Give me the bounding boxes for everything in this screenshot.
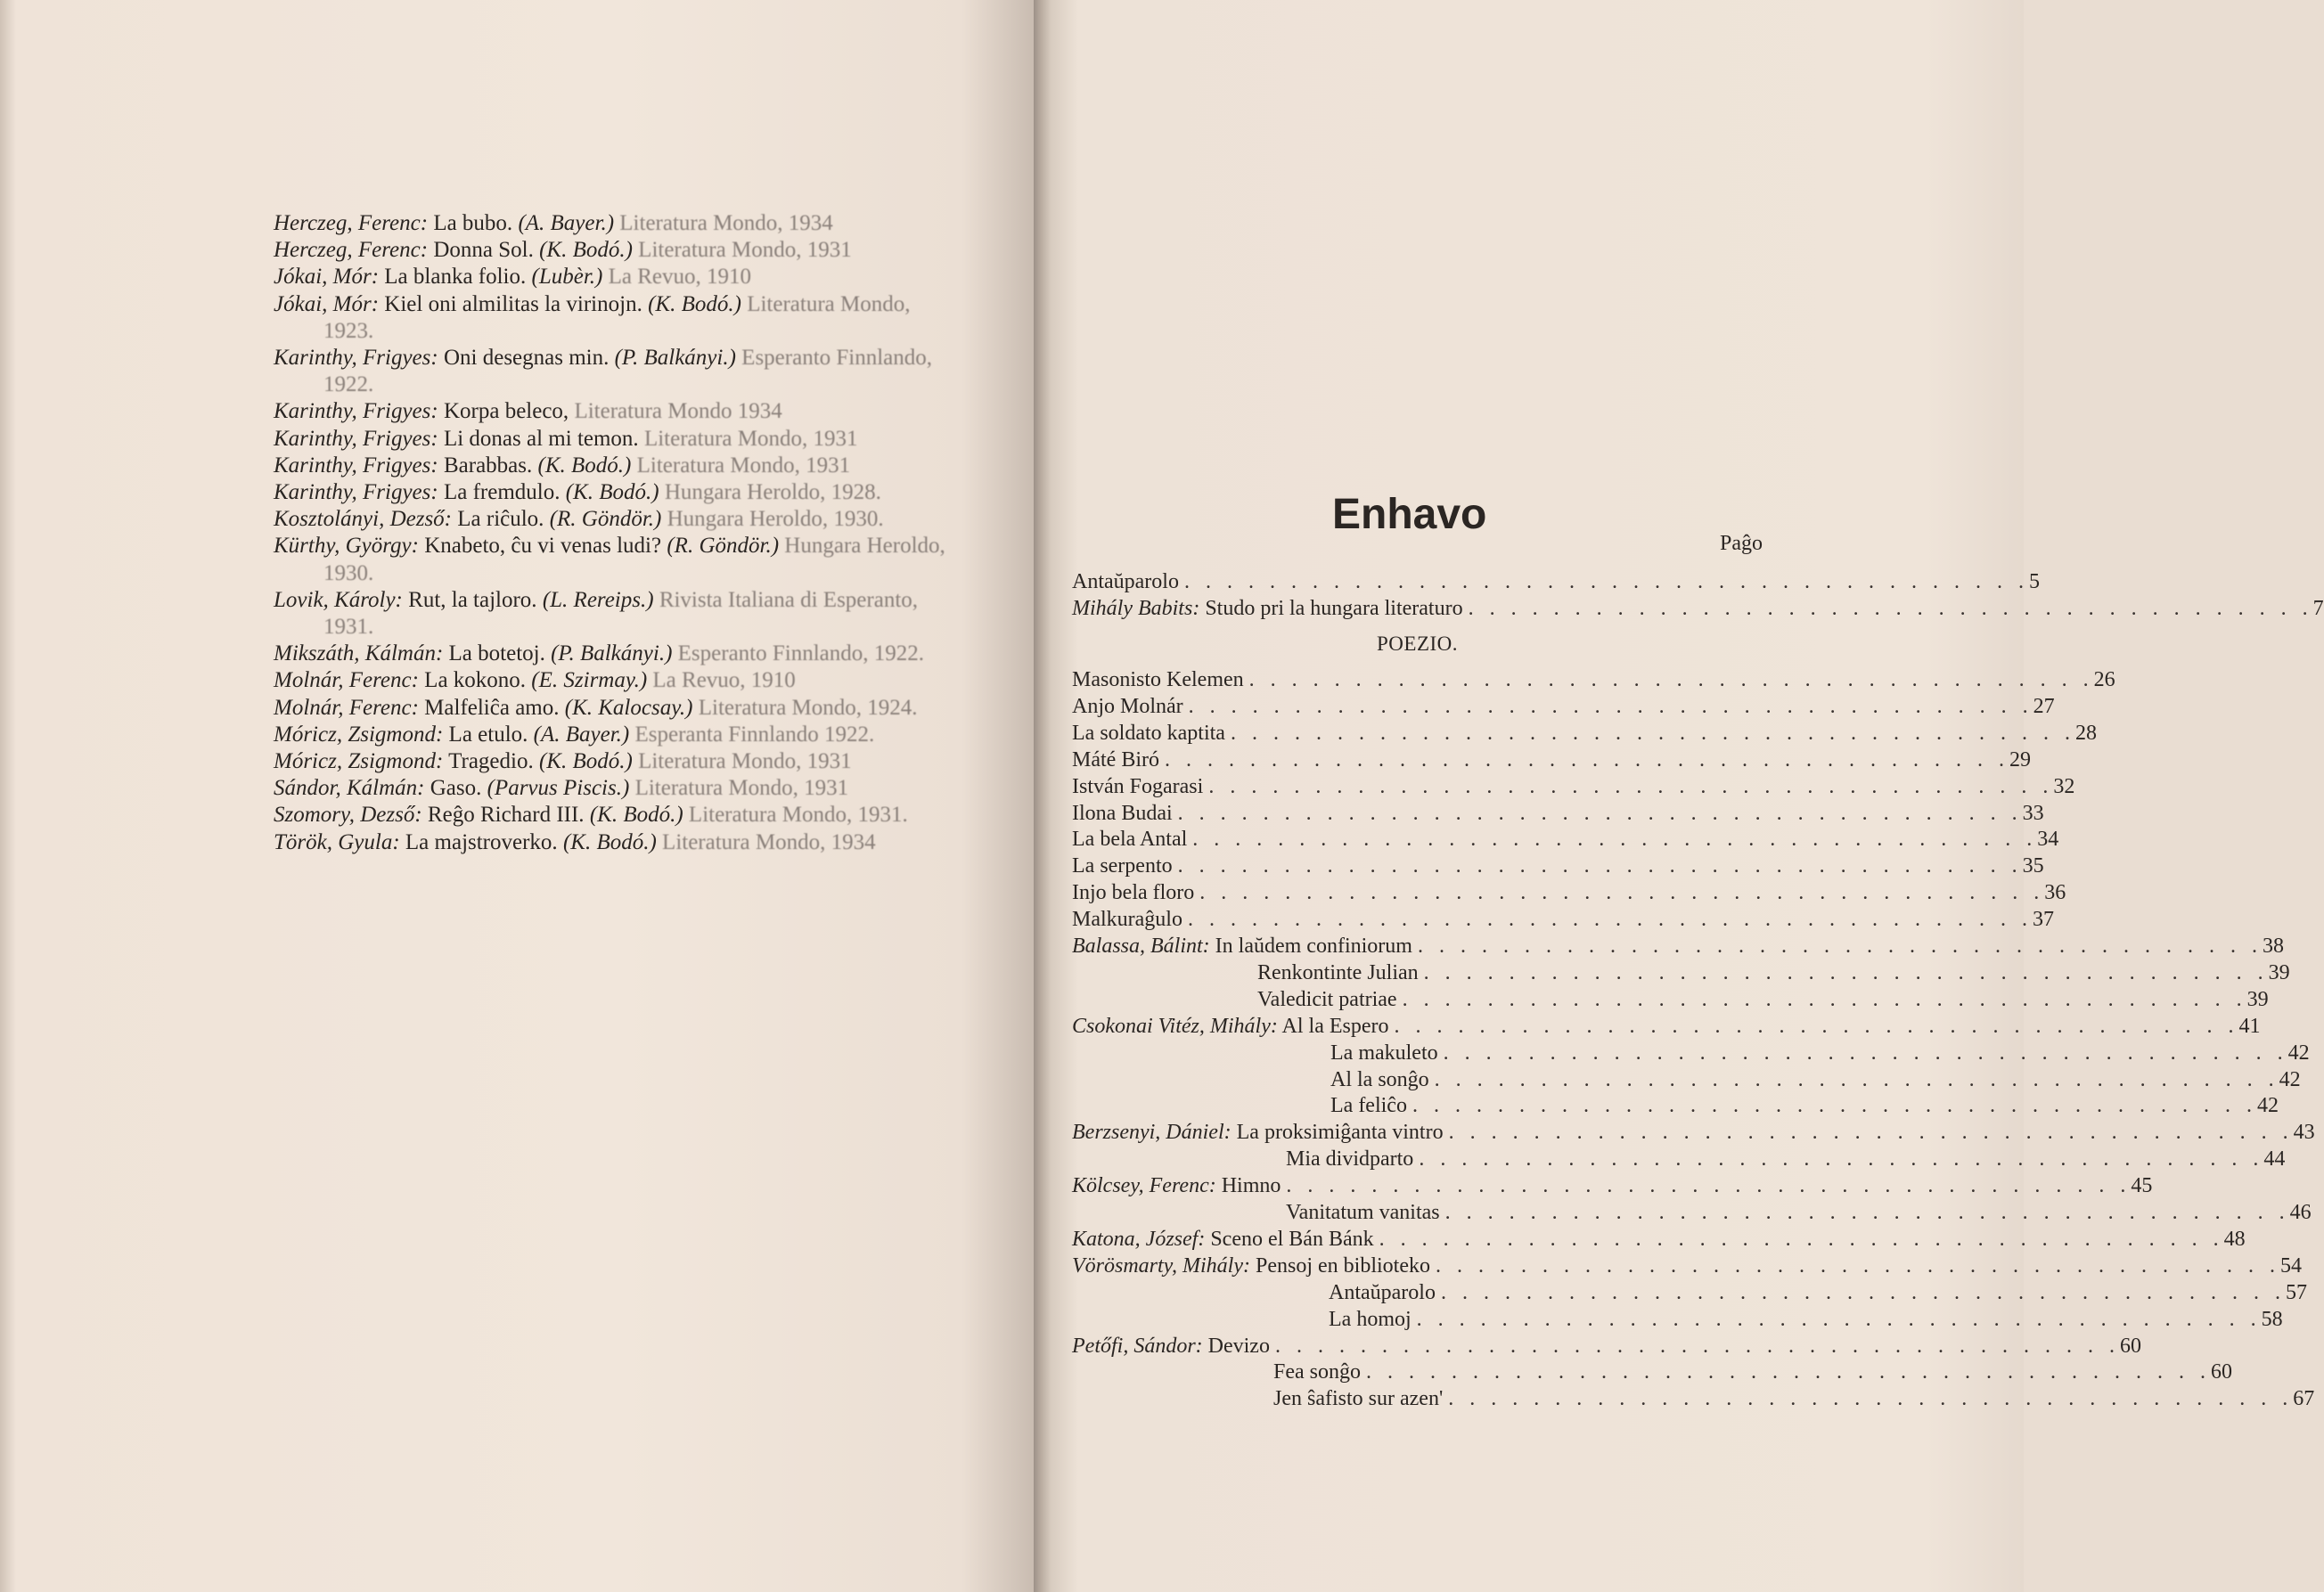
toc-entry-title: Vanitatum vanitas bbox=[1286, 1201, 1440, 1224]
bibliography-entry bbox=[274, 775, 951, 802]
entry-translator: (A. Bayer.) bbox=[533, 722, 630, 747]
bibliography-entry bbox=[274, 210, 951, 237]
entry-translator: (P. Balkányi.) bbox=[551, 641, 673, 666]
dot-leader: . . . . . . . . . . . . . . . . . . . . . . . . . . . . . . . . . . . . . . . . bbox=[1434, 1067, 2279, 1091]
toc-entry bbox=[1286, 1199, 2312, 1226]
entry-source: Hungara Heroldo, 1930. bbox=[323, 534, 945, 585]
toc-entry bbox=[1072, 906, 2054, 933]
entry-translator: (A. Bayer.) bbox=[518, 211, 615, 235]
entry-translator: (P. Balkányi.) bbox=[614, 346, 736, 371]
dot-leader: . . . . . . . . . . . . . . . . . . . . . . . . . . . . . . . . . . . . . . . . bbox=[1187, 908, 2033, 932]
entry-translator: (K. Bodó.) bbox=[565, 480, 659, 505]
toc-entry bbox=[1072, 800, 2044, 827]
toc-entry-title: Pensoj en biblioteko bbox=[1249, 1253, 1430, 1278]
toc-entry-page: 42 bbox=[2256, 1094, 2279, 1118]
toc-entry-title: Studo pri la hungara literaturo bbox=[1199, 597, 1463, 620]
left-page bbox=[0, 0, 1034, 1592]
entry-source: Literatura Mondo, 1934 bbox=[662, 829, 876, 854]
entry-title: La majstroverko. bbox=[405, 829, 558, 854]
toc-entry-title: Renkontinte Julian bbox=[1257, 960, 1419, 984]
toc-entry-title: Sceno el Bán Bánk bbox=[1205, 1227, 1374, 1251]
dot-leader: . . . . . . . . . . . . . . . . . . . . . . . . . . . . . . . . . . . . . . . . bbox=[1448, 1121, 2294, 1145]
toc-entry bbox=[1330, 1040, 2310, 1066]
entry-translator: (K. Bodó.) bbox=[537, 453, 632, 478]
entry-author: Mikszáth, Kálmán: bbox=[274, 641, 444, 666]
entry-source: Literatura Mondo, 1931. bbox=[688, 803, 908, 828]
toc-entry-page: 36 bbox=[2044, 881, 2066, 905]
bibliography-entry bbox=[274, 641, 951, 667]
toc-entry-page: 45 bbox=[2131, 1174, 2153, 1198]
entry-translator: (K. Bodó.) bbox=[562, 829, 657, 854]
toc-entry-page: 32 bbox=[2053, 774, 2075, 798]
toc-entry-title: Al la Espero bbox=[1277, 1014, 1389, 1038]
toc-entry bbox=[1072, 595, 2324, 622]
dot-leader: . . . . . . . . . . . . . . . . . . . . . . . . . . . . . . . . . . . . . . . . bbox=[1230, 721, 2075, 745]
toc-entry bbox=[1072, 853, 2044, 879]
entry-translator: (E. Szirmay.) bbox=[531, 668, 648, 693]
bibliography-entry bbox=[274, 829, 951, 856]
toc-entry-page: 42 bbox=[2279, 1067, 2301, 1091]
entry-source: La Revuo, 1910 bbox=[652, 668, 796, 693]
toc-entry-title: István Fogarasi bbox=[1072, 774, 1204, 798]
toc-entry-page: 54 bbox=[2279, 1253, 2302, 1278]
dot-leader: . . . . . . . . . . . . . . . . . . . . . . . . . . . . . . . . . . . . . . . . bbox=[1379, 1227, 2224, 1251]
entry-author: Török, Gyula: bbox=[274, 829, 400, 854]
entry-translator: (K. Kalocsay.) bbox=[564, 695, 693, 720]
toc-entry-page: 37 bbox=[2032, 908, 2054, 932]
toc-entry-page: 43 bbox=[2293, 1121, 2315, 1145]
toc-entry-title: La makuleto bbox=[1330, 1041, 1438, 1065]
toc-entry-page: 48 bbox=[2223, 1227, 2246, 1251]
toc-entry-title: Malkuraĝulo bbox=[1072, 908, 1182, 932]
entry-author: Móricz, Zsigmond: bbox=[274, 722, 444, 747]
entry-translator: (K. Bodó.) bbox=[648, 291, 741, 316]
entry-title: Korpa beleco, bbox=[443, 399, 569, 424]
toc-entry bbox=[1257, 986, 2269, 1013]
entry-source: Hungara Heroldo, 1930. bbox=[667, 507, 884, 532]
entry-author: Sándor, Kálmán: bbox=[274, 776, 425, 801]
toc-entry-title: La feliĉo bbox=[1330, 1094, 1407, 1118]
toc-entry-title: Ilona Budai bbox=[1072, 801, 1173, 825]
toc-entry-page: 7 bbox=[2312, 597, 2324, 620]
dot-leader: . . . . . . . . . . . . . . . . . . . . . . . . . . . . . . . . . . . . . . . . bbox=[1423, 960, 2269, 984]
bibliography-entry bbox=[274, 722, 951, 748]
dot-leader: . . . . . . . . . . . . . . . . . . . . . . . . . . . . . . . . . . . . . . . . bbox=[1192, 828, 2038, 852]
toc-entry bbox=[1072, 1119, 2315, 1146]
toc-entry-title: Jen ŝafisto sur azen' bbox=[1273, 1387, 1444, 1411]
toc-entry-title: Al la sonĝo bbox=[1330, 1067, 1429, 1091]
toc-entry-author: Vörösmarty, Mihály: bbox=[1072, 1253, 1250, 1278]
entry-translator: (R. Göndör.) bbox=[667, 534, 780, 559]
bibliography-entry bbox=[274, 587, 951, 641]
toc-entry-page: 57 bbox=[2285, 1280, 2307, 1304]
entry-source: La Revuo, 1910 bbox=[608, 265, 752, 290]
entry-translator: (Lubèr.) bbox=[531, 265, 603, 290]
bibliography-entry bbox=[274, 667, 951, 694]
entry-title: Knabeto, ĉu vi venas ludi? bbox=[424, 534, 662, 559]
toc-entry bbox=[1072, 879, 2066, 906]
toc-entry bbox=[1072, 1226, 2246, 1253]
dot-leader: . . . . . . . . . . . . . . . . . . . . . . . . . . . . . . . . . . . . . . . . bbox=[1208, 774, 2054, 798]
bibliography-entry bbox=[274, 479, 951, 506]
dot-leader: . . . . . . . . . . . . . . . . . . . . . . . . . . . . . . . . . . . . . . . . bbox=[1443, 1041, 2288, 1065]
entry-translator: (L. Rereips.) bbox=[542, 587, 654, 612]
toc-entry bbox=[1273, 1385, 2315, 1412]
entry-translator: (K. Bodó.) bbox=[589, 803, 683, 828]
dot-leader: . . . . . . . . . . . . . . . . . . . . . . . . . . . . . . . . . . . . . . . . bbox=[1402, 987, 2247, 1011]
dot-leader: . . . . . . . . . . . . . . . . . . . . . . . . . . . . . . . . . . . . . . . . bbox=[1416, 1307, 2262, 1331]
toc-entry-page: 26 bbox=[2093, 668, 2115, 691]
entry-translator: (Parvus Piscis.) bbox=[487, 776, 630, 801]
entry-author: Kosztolányi, Dezső: bbox=[274, 507, 452, 532]
dot-leader: . . . . . . . . . . . . . . . . . . . . . . . . . . . . . . . . . . . . . . . . bbox=[1440, 1280, 2286, 1304]
toc-entry bbox=[1072, 773, 2075, 800]
toc-entry-page: 41 bbox=[2238, 1014, 2261, 1038]
entry-author: Lovik, Károly: bbox=[274, 587, 403, 612]
entry-author: Szomory, Dezső: bbox=[274, 803, 422, 828]
entry-author: Herczeg, Ferenc: bbox=[274, 238, 429, 263]
entry-title: Oni desegnas min. bbox=[443, 346, 610, 371]
dot-leader: . . . . . . . . . . . . . . . . . . . . . . . . . . . . . . . . . . . . . . . . bbox=[1435, 1253, 2280, 1278]
entry-translator: (K. Bodó.) bbox=[539, 238, 633, 263]
dot-leader: . . . . . . . . . . . . . . . . . . . . . . . . . . . . . . . . . . . . . . . . bbox=[1394, 1014, 2239, 1038]
entry-author: Jókai, Mór: bbox=[274, 291, 380, 316]
entry-title: Donna Sol. bbox=[433, 238, 534, 263]
dot-leader: . . . . . . . . . . . . . . . . . . . . . . . . . . . . . . . . . . . . . . . . bbox=[1183, 570, 2029, 593]
entry-title: La fremdulo. bbox=[443, 480, 561, 505]
toc-entry-title: In laŭdem confiniorum bbox=[1209, 935, 1412, 958]
dot-leader: . . . . . . . . . . . . . . . . . . . . . . . . . . . . . . . . . . . . . . . . bbox=[1188, 694, 2034, 718]
bibliography-entry bbox=[274, 237, 951, 264]
toc-entry bbox=[1273, 1359, 2232, 1385]
toc-entry-author: Mihály Babits: bbox=[1072, 597, 1200, 620]
dot-leader: . . . . . . . . . . . . . . . . . . . . . . . . . . . . . . . . . . . . . . . . bbox=[1248, 668, 2094, 691]
toc-entry-title: La bela Antal bbox=[1072, 828, 1188, 852]
entry-source: Esperanta Finnlando 1922. bbox=[634, 722, 875, 747]
dot-leader: . . . . . . . . . . . . . . . . . . . . . . . . . . . . . . . . . . . . . . . . bbox=[1444, 1201, 2290, 1224]
dot-leader: . . . . . . . . . . . . . . . . . . . . . . . . . . . . . . . . . . . . . . . . bbox=[1366, 1360, 2211, 1384]
toc-entry bbox=[1072, 1253, 2302, 1279]
entry-author: Molnár, Ferenc: bbox=[274, 668, 419, 693]
entry-source: Literatura Mondo, 1924. bbox=[698, 695, 918, 720]
toc-entry bbox=[1329, 1279, 2307, 1306]
entry-author: Herczeg, Ferenc: bbox=[274, 211, 429, 235]
dot-leader: . . . . . . . . . . . . . . . . . . . . . . . . . . . . . . . . . . . . . . . . bbox=[1417, 935, 2263, 958]
dot-leader: . . . . . . . . . . . . . . . . . . . . . . . . . . . . . . . . . . . . . . . . bbox=[1448, 1387, 2294, 1411]
toc-entry-page: 34 bbox=[2037, 828, 2059, 852]
toc-entry-title: Valedicit patriae bbox=[1257, 987, 1397, 1011]
dot-leader: . . . . . . . . . . . . . . . . . . . . . . . . . . . . . . . . . . . . . . . . bbox=[1286, 1174, 2132, 1198]
entry-title: La riĉulo. bbox=[457, 507, 544, 532]
toc-entry bbox=[1072, 720, 2097, 747]
entry-source: Literatura Mondo, 1931 bbox=[634, 776, 849, 801]
toc-entry-page: 58 bbox=[2261, 1307, 2283, 1331]
entry-title: La kokono. bbox=[424, 668, 527, 693]
bibliography-entry bbox=[274, 398, 951, 425]
bibliography-entry bbox=[274, 506, 951, 533]
toc-entry-page: 39 bbox=[2268, 960, 2290, 984]
toc-entry-page: 67 bbox=[2293, 1387, 2315, 1411]
toc-entry-title: La serpento bbox=[1072, 854, 1173, 878]
entry-title: Gaso. bbox=[430, 776, 482, 801]
bibliography-entry bbox=[274, 426, 951, 453]
entry-author: Karinthy, Frigyes: bbox=[274, 399, 438, 424]
toc-entry-page: 39 bbox=[2246, 987, 2269, 1011]
toc-entry bbox=[1330, 1092, 2279, 1119]
bibliography-entry bbox=[274, 802, 951, 829]
dot-leader: . . . . . . . . . . . . . . . . . . . . . . . . . . . . . . . . . . . . . . . . bbox=[1199, 881, 2045, 905]
toc-entry-page: 46 bbox=[2289, 1201, 2312, 1224]
toc-entry-page: 29 bbox=[2009, 747, 2031, 772]
entry-title: La botetoj. bbox=[448, 641, 545, 666]
toc-entry-page: 60 bbox=[2211, 1360, 2232, 1384]
entry-title: Barabbas. bbox=[443, 453, 533, 478]
toc-entry bbox=[1330, 1066, 2301, 1093]
entry-source: Literatura Mondo, 1931 bbox=[638, 749, 852, 774]
entry-title: Reĝo Richard III. bbox=[427, 803, 585, 828]
toc-entry-title: Devizo bbox=[1202, 1334, 1270, 1358]
toc-entry bbox=[1072, 747, 2031, 773]
toc-entry-author: Kölcsey, Ferenc: bbox=[1072, 1174, 1216, 1198]
dot-leader: . . . . . . . . . . . . . . . . . . . . . . . . . . . . . . . . . . . . . . . . bbox=[1412, 1094, 2257, 1118]
dot-leader: . . . . . . . . . . . . . . . . . . . . . . . . . . . . . . . . . . . . . . . . bbox=[1177, 801, 2023, 825]
toc-entry bbox=[1072, 1172, 2153, 1199]
entry-author: Karinthy, Frigyes: bbox=[274, 426, 438, 451]
entry-source: Literatura Mondo, 1934 bbox=[619, 211, 833, 235]
bibliography-entry bbox=[274, 264, 951, 290]
bibliography-entry bbox=[274, 291, 951, 345]
toc-entry bbox=[1072, 666, 2115, 693]
entry-author: Karinthy, Frigyes: bbox=[274, 453, 438, 478]
entry-source: Esperanto Finnlando, 1922. bbox=[323, 346, 933, 397]
toc-entry-page: 27 bbox=[2033, 694, 2055, 718]
entry-author: Karinthy, Frigyes: bbox=[274, 480, 438, 505]
toc-entry-author: Petőfi, Sándor: bbox=[1072, 1334, 1203, 1358]
toc-entry-title: La homoj bbox=[1329, 1307, 1412, 1331]
toc-entry-page: 33 bbox=[2022, 801, 2044, 825]
toc-entry-author: Balassa, Bálint: bbox=[1072, 935, 1210, 958]
toc-entry bbox=[1072, 1333, 2141, 1359]
bibliography-entry bbox=[274, 748, 951, 775]
entry-source: Hungara Heroldo, 1928. bbox=[664, 480, 881, 505]
toc-entry-title: Himno bbox=[1215, 1174, 1281, 1198]
entry-translator: (K. Bodó.) bbox=[538, 749, 633, 774]
bibliography-list bbox=[274, 210, 951, 856]
toc-entry-page: 42 bbox=[2287, 1041, 2310, 1065]
entry-author: Karinthy, Frigyes: bbox=[274, 346, 438, 371]
page-column-header: Paĝo bbox=[1720, 532, 1763, 555]
entry-author: Kürthy, György: bbox=[274, 534, 419, 559]
dot-leader: . . . . . . . . . . . . . . . . . . . . . . . . . . . . . . . . . . . . . . . . bbox=[1164, 747, 2009, 772]
entry-source: Literatura Mondo, 1931 bbox=[643, 426, 858, 451]
toc-title: Enhavo bbox=[1332, 491, 1487, 538]
section-heading-poezio: POEZIO. bbox=[1377, 633, 1459, 655]
toc-entry bbox=[1072, 693, 2055, 720]
dot-leader: . . . . . . . . . . . . . . . . . . . . . . . . . . . . . . . . . . . . . . . . bbox=[1468, 597, 2313, 620]
dot-leader: . . . . . . . . . . . . . . . . . . . . . . . . . . . . . . . . . . . . . . . . bbox=[1274, 1334, 2120, 1358]
toc-entry bbox=[1257, 959, 2290, 986]
entry-title: La etulo. bbox=[448, 722, 528, 747]
toc-entry bbox=[1072, 1013, 2261, 1040]
entry-title: La blanka folio. bbox=[384, 265, 527, 290]
dot-leader: . . . . . . . . . . . . . . . . . . . . . . . . . . . . . . . . . . . . . . . . bbox=[1177, 854, 2023, 878]
entry-author: Molnár, Ferenc: bbox=[274, 695, 419, 720]
toc-entry-page: 5 bbox=[2028, 570, 2040, 593]
entry-title: Tragedio. bbox=[448, 749, 534, 774]
entry-translator: (R. Göndör.) bbox=[549, 507, 662, 532]
toc-entry-page: 28 bbox=[2074, 721, 2097, 745]
toc-entry bbox=[1072, 933, 2284, 959]
toc-entry-title: Masonisto Kelemen bbox=[1072, 668, 1244, 691]
toc-entry-title: Antaŭparolo bbox=[1329, 1280, 1436, 1304]
entry-title: Rut, la tajloro. bbox=[408, 587, 537, 612]
entry-author: Móricz, Zsigmond: bbox=[274, 749, 444, 774]
entry-title: Malfeliĉa amo. bbox=[424, 695, 560, 720]
toc-entry-author: Berzsenyi, Dániel: bbox=[1072, 1121, 1232, 1145]
toc-entry-page: 38 bbox=[2262, 935, 2284, 958]
entry-title: Li donas al mi temon. bbox=[443, 426, 639, 451]
toc-entry bbox=[1329, 1306, 2283, 1333]
toc-entry-author: Csokonai Vitéz, Mihály: bbox=[1072, 1014, 1278, 1038]
toc-entry-page: 60 bbox=[2119, 1334, 2141, 1358]
dot-leader: . . . . . . . . . . . . . . . . . . . . . . . . . . . . . . . . . . . . . . . . bbox=[1419, 1147, 2264, 1172]
toc-entry-title: Anjo Molnár bbox=[1072, 694, 1183, 718]
entry-title: Kiel oni almilitas la virinojn. bbox=[384, 291, 642, 316]
entry-source: Literatura Mondo, 1923. bbox=[323, 291, 911, 343]
toc-entry bbox=[1072, 826, 2059, 853]
toc-entry-title: Mia dividparto bbox=[1286, 1147, 1414, 1172]
bibliography-entry bbox=[274, 695, 951, 722]
bibliography-entry bbox=[274, 345, 951, 398]
toc-entry-title: Máté Biró bbox=[1072, 747, 1159, 772]
entry-source: Literatura Mondo 1934 bbox=[574, 399, 782, 424]
toc-entry bbox=[1286, 1146, 2286, 1172]
entry-source: Literatura Mondo, 1931 bbox=[636, 453, 851, 478]
toc-entry-title: La proksimiĝanta vintro bbox=[1231, 1121, 1444, 1145]
toc-entry-page: 35 bbox=[2022, 854, 2044, 878]
toc-entry-title: La soldato kaptita bbox=[1072, 721, 1225, 745]
toc-entry-page: 44 bbox=[2263, 1147, 2286, 1172]
toc-entry-author: Katona, József: bbox=[1072, 1227, 1206, 1251]
toc-entry-title: Fea sonĝo bbox=[1273, 1360, 1361, 1384]
bibliography-entry bbox=[274, 453, 951, 479]
toc-entry-title: Injo bela floro bbox=[1072, 881, 1195, 905]
book-gutter bbox=[1034, 0, 1052, 1592]
bibliography-entry bbox=[274, 533, 951, 586]
entry-source: Rivista Italiana di Esperanto, 1931. bbox=[323, 587, 919, 640]
toc-entry-title: Antaŭparolo bbox=[1072, 570, 1179, 593]
entry-author: Jókai, Mór: bbox=[274, 265, 380, 290]
toc-entry bbox=[1072, 568, 2040, 595]
entry-source: Esperanto Finnlando, 1922. bbox=[677, 641, 925, 666]
entry-title: La bubo. bbox=[433, 211, 513, 235]
entry-source: Literatura Mondo, 1931 bbox=[638, 238, 852, 263]
